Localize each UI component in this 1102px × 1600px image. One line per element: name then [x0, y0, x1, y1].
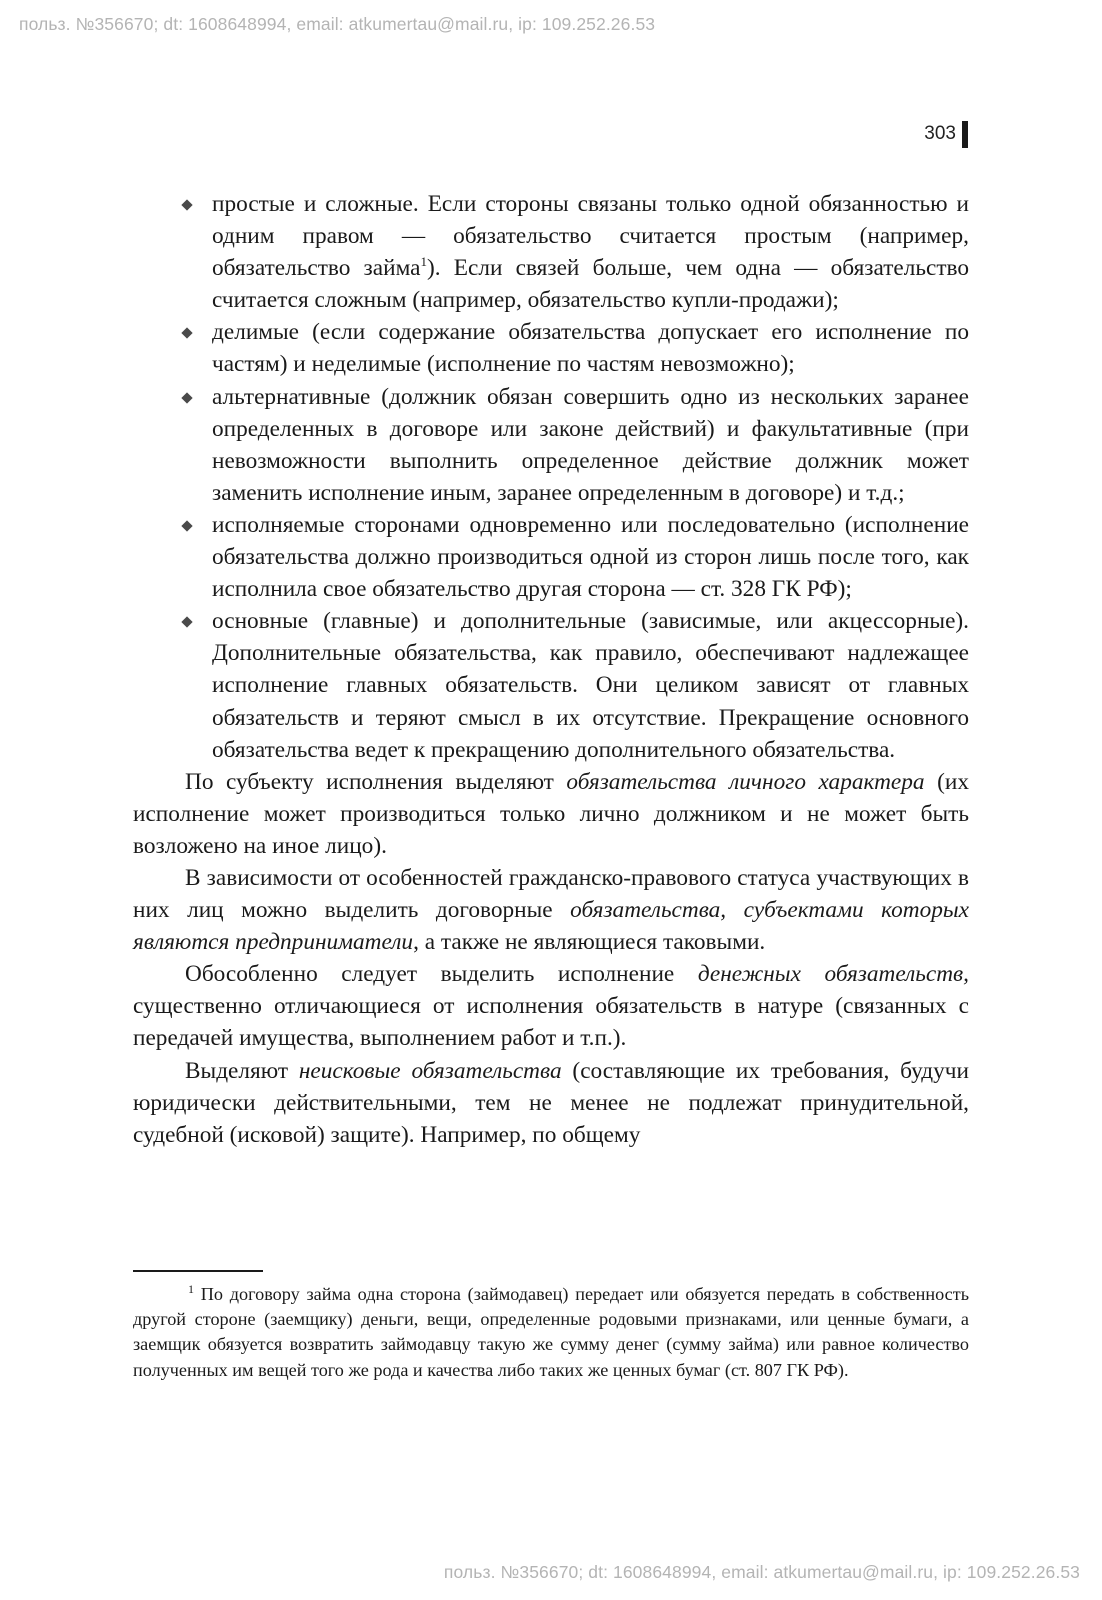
- list-item: [133, 605, 969, 765]
- watermark-top: польз. №356670; dt: 1608648994, email: atkumertau@mail.ru, ip: 109.252.26.53: [19, 14, 656, 34]
- paragraph-text: Обособленно следует выделить исполнение: [185, 961, 698, 988]
- diamond-bullet-icon: [181, 328, 192, 339]
- list-item: [133, 509, 969, 605]
- paragraph: [133, 766, 969, 862]
- footnote-ref: 1: [420, 254, 427, 270]
- diamond-bullet-icon: [181, 617, 192, 628]
- main-text: [133, 188, 969, 1151]
- paragraph-text: (составляющие их требования, будучи юридически действительными, тем не менее не подлежат принудительной, судебной (исковой) защите). Например, по общему: [133, 1057, 969, 1148]
- list-item: [133, 188, 969, 316]
- diamond-bullet-icon: [181, 520, 192, 531]
- paragraph: [133, 1055, 969, 1151]
- paragraph: [133, 958, 969, 1054]
- bullet-text: делимые (если содержание обязательства допускает его исполнение по частям) и неделимые (исполнение по частям невозможно);: [212, 319, 969, 378]
- italic-term: неисковые обязательства: [298, 1057, 562, 1084]
- diamond-bullet-icon: [181, 392, 192, 403]
- watermark-bottom: польз. №356670; dt: 1608648994, email: atkumertau@mail.ru, ip: 109.252.26.53: [443, 1562, 1080, 1582]
- paragraph: [133, 862, 969, 958]
- paragraph-text: В зависимости от особенностей гражданско-правового статуса участвующих в них лиц можно выделить договорные: [133, 864, 969, 924]
- list-item: [133, 316, 969, 380]
- footnote-text: По договору займа одна сторона (займодавец) передает или обязуется передать в собственность другой стороне (заемщику) деньги, вещи, определенные родовыми признаками, или ценные бумаги, а заемщик обязуется возвратить займодавцу такую же сумму денег (сумму займа) или равное количество полученных им вещей того же рода и качества либо таких же ценных бумаг (ст. 807 ГК РФ).: [133, 1284, 969, 1380]
- paragraph-text: , а также не являющиеся таковыми.: [413, 929, 766, 956]
- footnote-number: 1: [188, 1282, 194, 1296]
- paragraph-text: По субъекту исполнения выделяют: [185, 768, 567, 795]
- paragraph-text: существенно отличающиеся от исполнения обязательств в натуре (связанных с передачей имущества, выполнением работ и т.п.).: [133, 993, 969, 1052]
- footnote: [133, 1282, 969, 1383]
- diamond-bullet-icon: [181, 199, 192, 210]
- list-item: [133, 381, 969, 509]
- italic-term: обязательства личного характера: [566, 768, 925, 795]
- footnote-divider: [133, 1270, 263, 1272]
- bullet-text: основные (главные) и дополнительные (зависимые, или акцессорные). Дополнительные обязательства, как правило, обеспечивают надлежащее исполнение главных обязательств. Они целиком зависят от главных обязательств и теряют смысл в их отсутствие. Прекращение основного обязательства ведет к прекращению дополнительного обязательства.: [212, 608, 969, 763]
- page-number-bar: [962, 121, 968, 148]
- bullet-list: [133, 188, 969, 766]
- paragraph-text: Выделяют: [185, 1057, 299, 1084]
- bullet-text: альтернативные (должник обязан совершить одно из нескольких заранее определенных в договоре или законе действий) и факультативные (при невозможности выполнить определенное действие должник может заменить исполнение иным, заранее определенным в договоре) и т.д.;: [212, 383, 969, 506]
- italic-term: денежных обязательств,: [697, 961, 969, 988]
- bullet-text: исполняемые сторонами одновременно или последовательно (исполнение обязательства должно производиться одной из сторон лишь после того, как исполнила свое обязательство другая сторона — ст. 328 ГК РФ);: [212, 511, 969, 603]
- italic-term: обязательства, субъектами которых являются предприниматели: [133, 897, 969, 956]
- bullet-text: простые и сложные. Если стороны связаны только одной обязанностью и одним правом — обязательство считается простым (например, обязательство займа: [212, 191, 969, 282]
- page-number: 303: [924, 123, 956, 144]
- bullet-text-continued: ). Если связей больше, чем одна — обязательство считается сложным (например, обязательство купли-продажи);: [212, 255, 970, 314]
- paragraph-text: (их исполнение может производиться только лично должником и не может быть возложено на иное лицо).: [133, 768, 969, 859]
